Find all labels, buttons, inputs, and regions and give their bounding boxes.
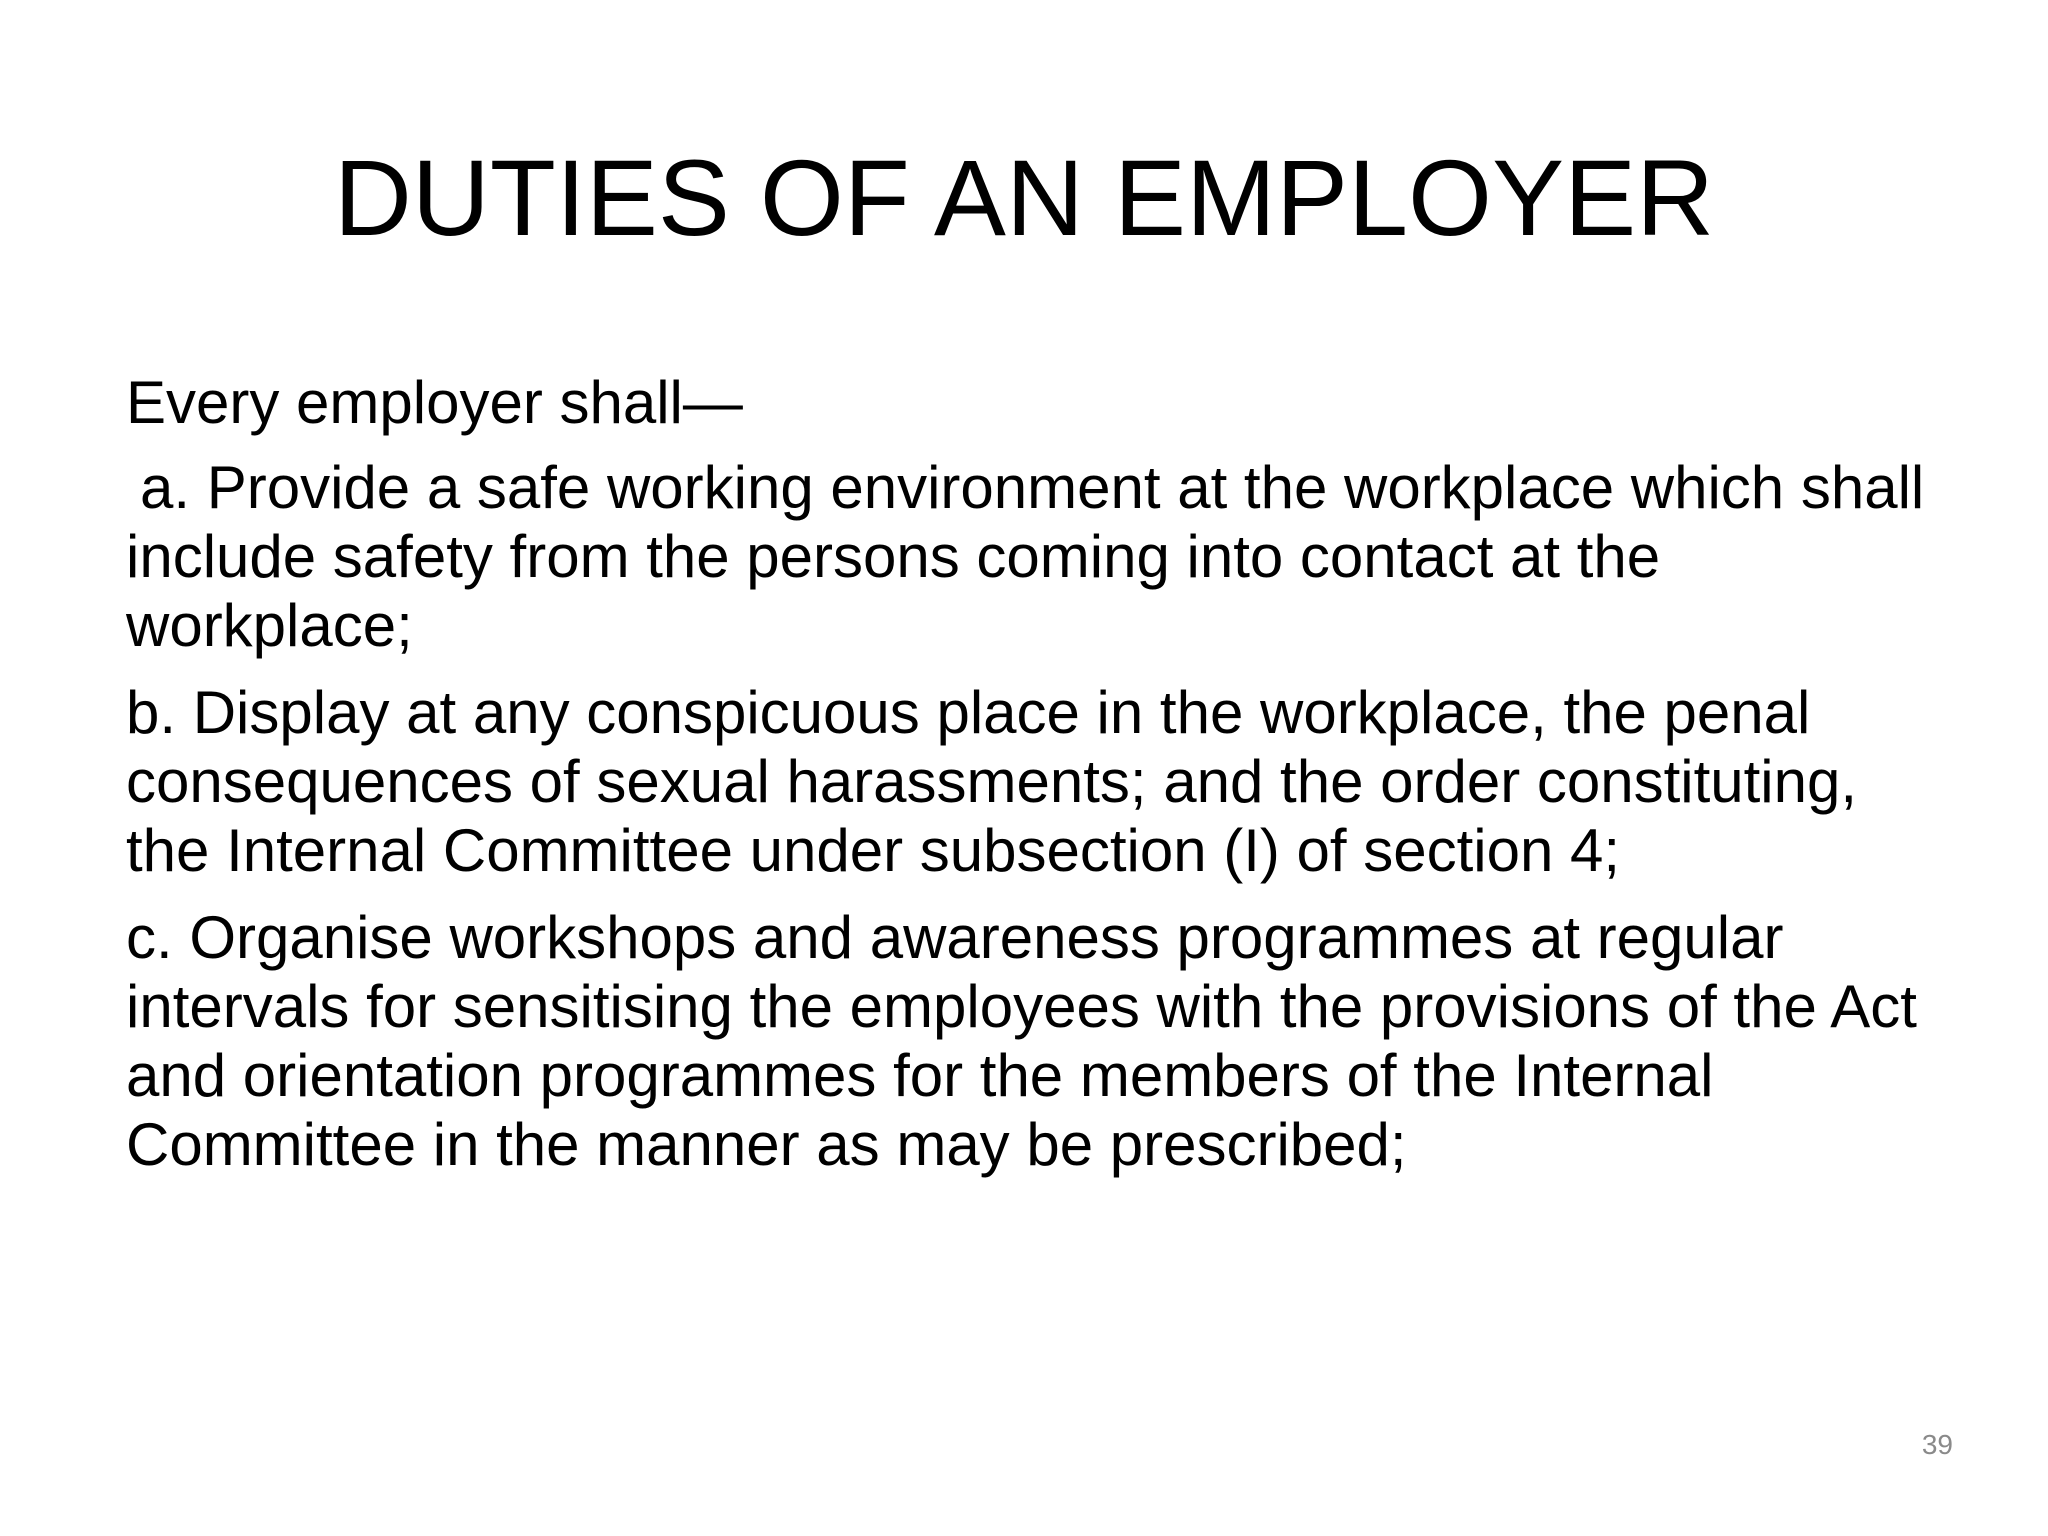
list-item-b [126, 678, 1956, 885]
list-item-label: b. [126, 679, 177, 746]
slide-title: DUTIES OF AN EMPLOYER [333, 137, 1715, 258]
list-item-text: Provide a safe working environment at the workplace which shall include safety from the persons coming into contact at the workplace; [126, 454, 1925, 659]
slide-body [126, 368, 1956, 1197]
list-item-c [126, 903, 1956, 1179]
list-item-text: Organise workshops and awareness programmes at regular intervals for sensitising the employees with the provisions of the Act and orientation programmes for the members of the Internal Committee in the manner as may be prescribed; [126, 904, 1917, 1178]
list-item-label: a. [140, 454, 191, 521]
list-item-label: c. [126, 904, 173, 971]
list-item-a [126, 453, 1956, 660]
list-item-text: Display at any conspicuous place in the workplace, the penal consequences of sexual harassments; and the order constituting, the Internal Committee under subsection (I) of section 4; [126, 679, 1858, 884]
slide-number: 39 [1921, 1429, 1953, 1460]
intro-text: Every employer shall— [126, 369, 743, 436]
